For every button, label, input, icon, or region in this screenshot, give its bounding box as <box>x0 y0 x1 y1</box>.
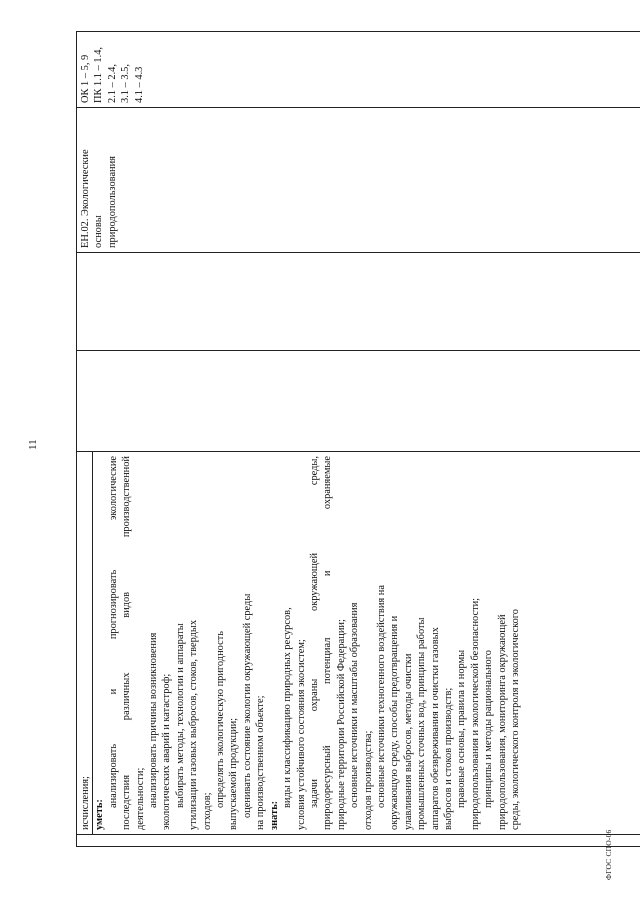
knowledge-line: природоресурсный потенциал и охраняемые <box>322 456 334 830</box>
knowledge-line: виды и классификацию природных ресурсов, <box>282 607 294 808</box>
hours-class-cell <box>77 253 640 351</box>
discipline-line: основы <box>93 215 105 248</box>
knowledge-line: окружающую среду, способы предотвращения и <box>389 615 401 830</box>
knowledge-line: среды, экологического контроля и экологического <box>510 609 521 830</box>
knowledge-line: принципы и методы рационального <box>483 650 495 808</box>
knowledge-line: природные территории Российской Федерации; <box>335 619 347 830</box>
knowledge-line: экологических аварий и катастроф; <box>161 673 173 830</box>
knowledge-line: анализировать причины возникновения <box>148 632 160 808</box>
knowledge-line: анализировать и прогнозировать экологические <box>107 456 119 808</box>
discipline-line: природопользования <box>106 156 118 248</box>
hours-max-cell <box>77 351 640 452</box>
knowledge-line: условия устойчивого состояния экосистем; <box>295 639 307 830</box>
knowledge-line: природопользования, мониторинга окружающей <box>496 614 508 830</box>
document-page <box>27 32 640 880</box>
knowledge-line: исчисления; <box>80 776 91 830</box>
competence-line: 2.1 – 2.4, <box>106 64 118 103</box>
knowledge-line: последствия различных видов производственной <box>121 456 133 830</box>
knowledge-line: отходов производства; <box>362 730 374 830</box>
competency-table <box>76 31 640 847</box>
knowledge-line: задачи охраны окружающей среды, <box>308 456 320 808</box>
knowledge-line: выбросов и стоков производств; <box>442 687 454 830</box>
competence-cell <box>77 32 640 108</box>
footer-code: ФГОС СПО-06 <box>604 829 613 880</box>
knowledge-line: основные источники и масштабы образования <box>349 602 361 808</box>
index-cell <box>77 835 640 847</box>
competence-line: 3.1 – 3.5, <box>120 64 132 103</box>
knowledge-line: выбирать методы, технологии и аппараты <box>174 623 186 808</box>
knowledge-line: утилизации газовых выбросов, стоков, твердых <box>188 619 200 830</box>
knowledge-line: уметь: <box>94 799 106 830</box>
knowledge-line: оценивать состояние экологии окружающей среды <box>241 593 253 818</box>
knowledge-line: аппаратов обезвреживания и очистки газовых <box>429 627 441 830</box>
knowledge-line: улавливания выбросов, методы очистки <box>402 653 414 830</box>
skills-knowledge-cell <box>77 452 640 835</box>
competence-line: 4.1 – 4.3 <box>133 66 145 103</box>
competence-line: ОК 1 – 5, 9 <box>80 54 91 103</box>
discipline-cell <box>77 108 640 253</box>
discipline-line: ЕН.02. Экологические <box>80 149 91 248</box>
knowledge-line: основные источники техногенного воздействия на <box>375 585 387 808</box>
skills-knowledge-lines <box>79 456 522 830</box>
knowledge-line: отходов; <box>201 792 213 830</box>
knowledge-line: знать: <box>268 800 280 830</box>
knowledge-line: деятельности; <box>134 767 146 830</box>
page-number: 11 <box>27 439 39 450</box>
knowledge-line: определять экологическую пригодность <box>215 631 227 808</box>
competence-line: ПК 1.1 – 1.4, <box>93 47 105 103</box>
knowledge-line: промышленных сточных вод, принципы работы <box>416 617 428 830</box>
knowledge-line: на производственном объекте; <box>255 695 267 830</box>
knowledge-line: правовые основы, правила и нормы <box>456 649 468 808</box>
knowledge-line: выпускаемой продукции; <box>228 717 240 830</box>
knowledge-line: природопользования и экологической безопасности; <box>469 597 481 830</box>
table-row <box>77 32 640 847</box>
